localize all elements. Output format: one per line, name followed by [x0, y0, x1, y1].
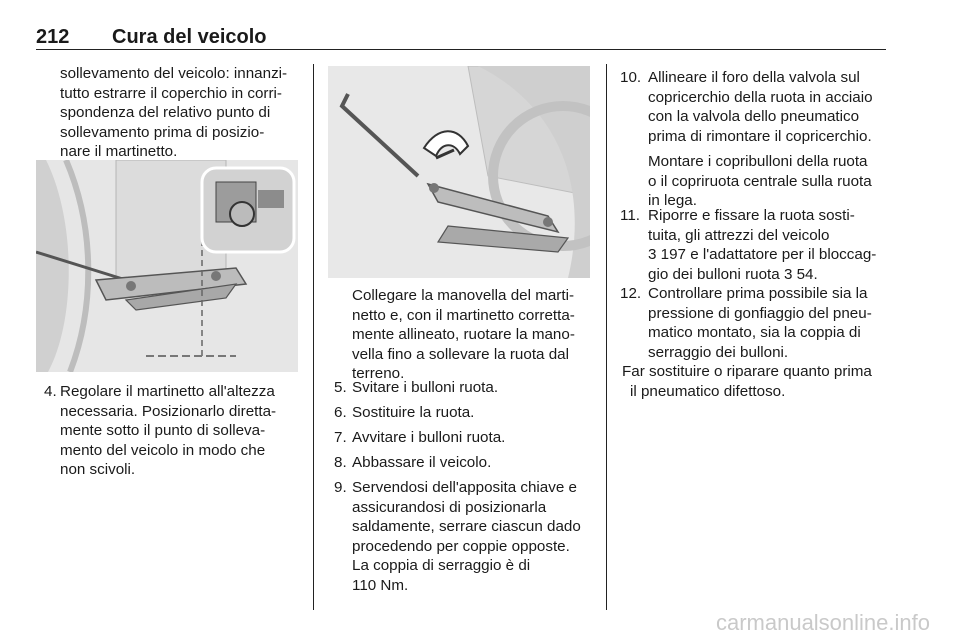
- text-line: mento del veicolo in modo che: [60, 441, 266, 459]
- jack-crank-illustration: [328, 66, 590, 278]
- item-number: 4.: [44, 383, 57, 400]
- list-item-11: [620, 206, 888, 288]
- text-line: necessaria. Posizionarlo diretta-: [60, 402, 277, 420]
- text-line: La coppia di serraggio è di: [352, 557, 531, 574]
- watermark: carmanualsonline.info: [715, 610, 930, 635]
- text-line: in lega.: [648, 192, 697, 209]
- text-line: Riporre e fissare la ruota sosti-: [648, 207, 855, 224]
- text-line: mente sotto il punto di solleva-: [60, 422, 266, 439]
- item-number: 7.: [334, 429, 347, 446]
- text-line: con la valvola dello pneumatico: [648, 108, 860, 125]
- text-line: Regolare il martinetto all'altezza: [60, 383, 275, 400]
- text-line: 3 197 e l'adattatore per il bloccag-: [648, 246, 877, 263]
- text-line: prima di rimontare il copricerchio.: [648, 127, 872, 145]
- text-line: Avvitare i bulloni ruota.: [352, 429, 506, 446]
- column-3: [620, 64, 888, 604]
- text-line: saldamente, serrare ciascun dado: [352, 518, 581, 535]
- list-item-6: [328, 403, 598, 423]
- item-number: 11.: [620, 207, 640, 224]
- text-line: Controllare prima possibile sia la: [648, 285, 868, 302]
- text-line: gio dei bulloni ruota 3 54.: [648, 265, 818, 283]
- header-divider: [36, 49, 886, 50]
- list-item-7: [328, 428, 598, 448]
- list-item-5: [328, 378, 598, 398]
- text-line: netto e, con il martinetto corretta-: [352, 306, 575, 324]
- text-line: Svitare i bulloni ruota.: [352, 379, 499, 396]
- item-number: 8.: [334, 454, 347, 471]
- page-number: 212: [36, 26, 70, 48]
- text-line: vella fino a sollevare la ruota dal: [352, 345, 569, 363]
- text-line: terreno.: [352, 365, 405, 382]
- text-line: il pneumatico difettoso.: [630, 382, 786, 400]
- item-number: 5.: [334, 379, 347, 396]
- text-line: tutto estrarre il coperchio in corri-: [60, 84, 282, 102]
- column-2: [328, 64, 598, 604]
- column-divider-1: [313, 64, 314, 610]
- item-number: 6.: [334, 404, 347, 421]
- jack-positioning-illustration: [36, 160, 298, 372]
- closing-paragraph: [622, 362, 888, 401]
- text-line: nare il martinetto.: [60, 143, 178, 160]
- column-divider-2: [606, 64, 607, 610]
- text-line: spondenza del relativo punto di: [60, 104, 271, 121]
- list-item-12: [620, 284, 888, 366]
- figure-caption: [352, 286, 575, 384]
- text-line: Sostituire la ruota.: [352, 404, 475, 421]
- text-line: 110 Nm.: [352, 576, 409, 594]
- text-line: Montare i copribulloni della ruota: [648, 153, 868, 170]
- list-item-10: [620, 68, 888, 216]
- list-item-4: [36, 382, 302, 482]
- item-number: 10.: [620, 69, 642, 86]
- list-item-8: [328, 453, 598, 473]
- text-line: Abbassare il veicolo.: [352, 454, 492, 471]
- item-number: 12.: [620, 285, 642, 302]
- text-line: Servendosi dell'apposita chiave e: [352, 479, 577, 496]
- text-line: Allineare il foro della valvola sul: [648, 69, 860, 86]
- text-line: procedendo per coppie opposte.: [352, 537, 570, 555]
- intro-paragraph: [60, 64, 287, 162]
- page-header: [36, 26, 886, 50]
- item-number: 9.: [334, 479, 347, 496]
- text-line: tuita, gli attrezzi del veicolo: [648, 226, 830, 244]
- section-title: Cura del veicolo: [112, 26, 267, 48]
- text-line: Far sostituire o riparare quanto prima: [622, 363, 872, 380]
- text-line: mente allineato, ruotare la mano-: [352, 326, 575, 343]
- text-line: serraggio dei bulloni.: [648, 343, 789, 361]
- text-line: non scivoli.: [60, 461, 136, 478]
- text-line: sollevamento prima di posizio-: [60, 123, 265, 141]
- text-line: copricerchio della ruota in acciaio: [648, 88, 873, 106]
- list-item-9: [328, 478, 598, 598]
- text-line: sollevamento del veicolo: innanzi-: [60, 65, 288, 82]
- text-line: o il copriruota centrale sulla ruota: [648, 172, 872, 190]
- text-line: pressione di gonfiaggio del pneu-: [648, 304, 872, 322]
- column-1: [36, 64, 302, 604]
- text-line: assicurandosi di posizionarla: [352, 498, 547, 516]
- text-line: Collegare la manovella del marti-: [352, 287, 575, 304]
- text-line: matico montato, sia la coppia di: [648, 324, 861, 341]
